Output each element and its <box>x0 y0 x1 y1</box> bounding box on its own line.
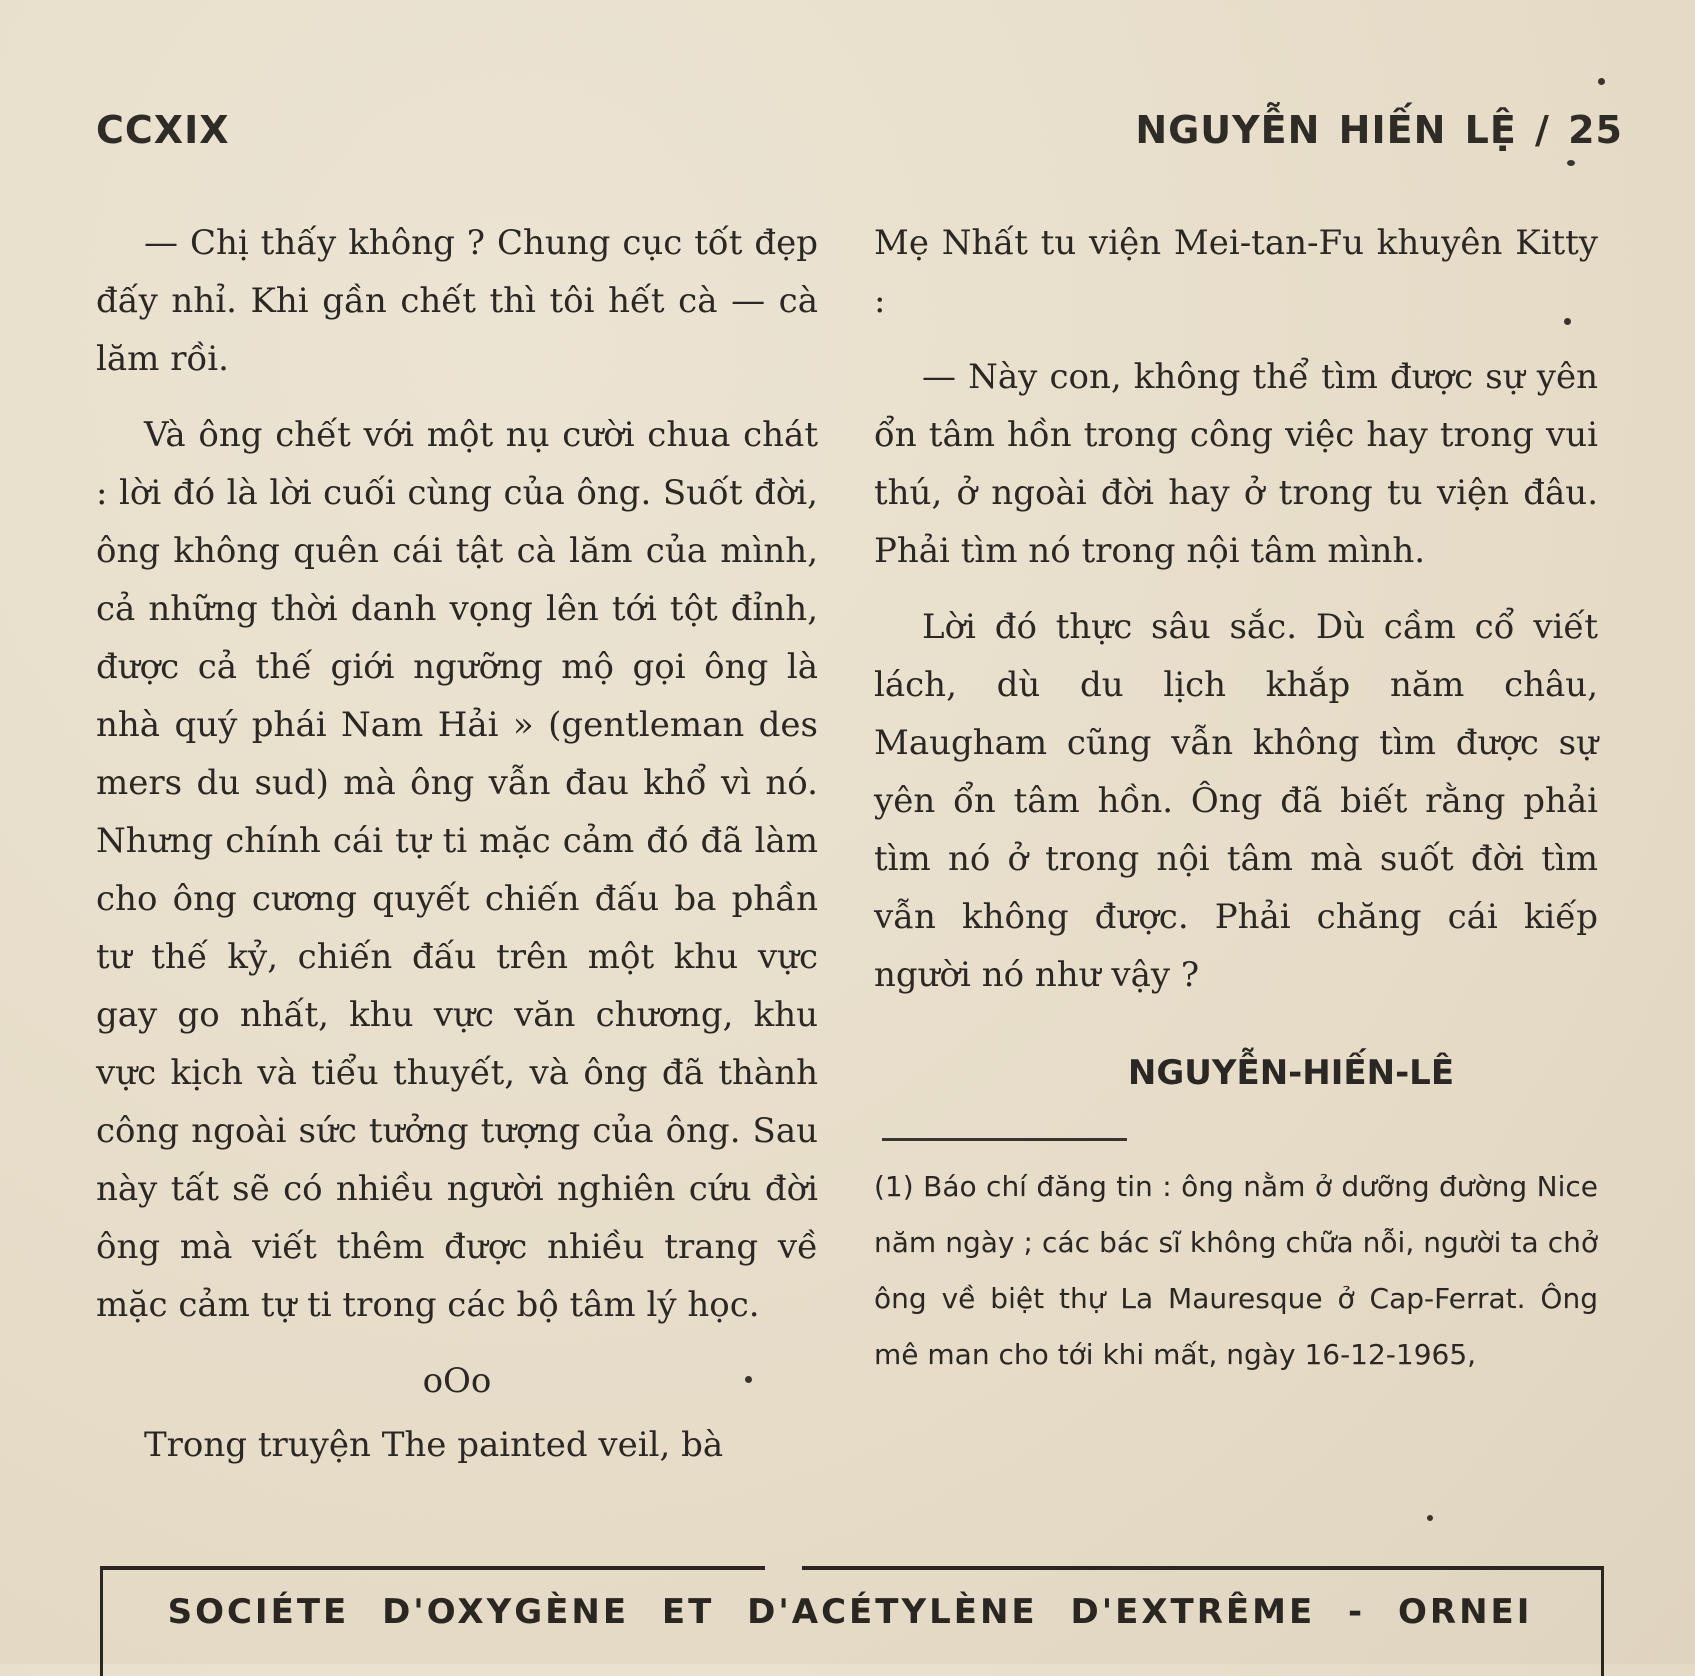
left-text-column <box>96 214 818 1492</box>
print-speck <box>1598 78 1605 85</box>
footnote: (1) Báo chí đăng tin : ông nằm ở dưỡng đường Nice năm ngày ; các bác sĩ không chữa nỗi, người ta chở ông về biệt thự La Mauresque ở Cap-Ferrat. Ông mê man cho tới khi mất, ngày 16-12-1965, <box>874 1170 1598 1371</box>
body-paragraph: Và ông chết với một nụ cười chua chát : lời đó là lời cuối cùng của ông. Suốt đời, ông không quên cái tật cà lăm của mình, cả những thời danh vọng lên tới tột đỉnh, được cả thế giới ngưỡng mộ gọi ông là nhà quý phái Nam Hải » (gentleman des mers du sud) mà ông vẫn đau khổ vì nó. Nhưng chính cái tự ti mặc cảm đó đã làm cho ông cương quyết chiến đấu ba phần tư thế kỷ, chiến đấu trên một khu vực gay go nhất, khu vực văn chương, khu vực kịch và tiểu thuyết, và ông đã thành công ngoài sức tưởng tượng của ông. Sau này tất sẽ có nhiều người nghiên cứu đời ông mà viết thêm được nhiều trang về mặc cảm tự ti trong các bộ tâm lý học. <box>96 415 818 1325</box>
dialogue-paragraph: — Chị thấy không ? Chung cục tốt đẹp đấy nhỉ. Khi gần chết thì tôi hết cà — cà lăm rồi. <box>96 223 818 379</box>
continued-paragraph: Mẹ Nhất tu viện Mei-tan-Fu khuyên Kitty : <box>874 223 1598 321</box>
body-paragraph: Lời đó thực sâu sắc. Dù cầm cổ viết lách, dù du lịch khắp năm châu, Maugham cũng vẫn không tìm được sự yên ổn tâm hồn. Ông đã biết rằng phải tìm nó ở trong nội tâm mà suốt đời tìm vẫn không được. Phải chăng cái kiếp người nó như vậy ? <box>874 607 1598 995</box>
print-speck <box>745 1376 752 1383</box>
body-paragraph-continued: Trong truyện The painted veil, bà <box>144 1425 724 1465</box>
author-signature: NGUYỄN-HIẾN-LÊ <box>1127 1053 1455 1093</box>
running-header-author-page: NGUYỄN HIẾN LỆ / 25 <box>1135 108 1623 152</box>
advertisement-banner-text: SOCIÉTE D'OXYGÈNE ET D'ACÉTYLÈNE D'EXTRÊME - ORNEI <box>167 1592 1533 1632</box>
right-text-column <box>874 214 1598 1383</box>
page-series-number: CCXIX <box>96 108 230 152</box>
section-separator: oOo <box>422 1361 492 1401</box>
print-speck <box>1564 318 1571 325</box>
print-speck <box>1427 1515 1433 1521</box>
print-speck <box>1567 160 1575 166</box>
footnote-divider <box>882 1138 1127 1141</box>
dialogue-paragraph: — Này con, không thể tìm được sự yên ổn tâm hồn trong công việc hay trong vui thú, ở ngoài đời hay ở trong tu viện đâu. Phải tìm nó trong nội tâm mình. <box>874 357 1598 571</box>
